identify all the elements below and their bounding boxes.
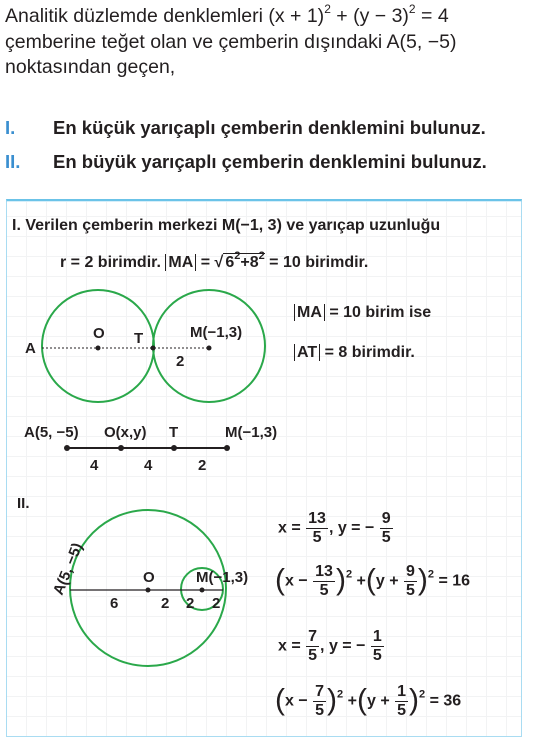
label-t: T — [134, 330, 144, 347]
label-radius: 2 — [176, 353, 185, 370]
line-seg-1: 4 — [90, 457, 99, 474]
label-six: 6 — [110, 595, 119, 612]
line-label-o: O(x,y) — [104, 424, 147, 441]
line-point-m — [224, 445, 230, 451]
point-o — [96, 346, 101, 351]
label-m: M(−1,3) — [190, 324, 243, 341]
point-m-2 — [200, 588, 205, 593]
eq-center-1: x = $\frac{13}{5}$ , y = − $\frac{9}{5}$ — [278, 510, 391, 546]
at-distance-text: AT = 8 birimdir. — [294, 344, 415, 362]
line-label-a: A(5, −5) — [24, 424, 79, 441]
point-o-2 — [146, 588, 151, 593]
line-seg-2: 4 — [144, 457, 153, 474]
line-seg-3: 2 — [198, 457, 207, 474]
line-point-o — [118, 445, 124, 451]
label-o-2: O — [143, 569, 155, 586]
ma-distance-text: MA = 10 birim ise — [294, 304, 431, 322]
line-label-t: T — [169, 424, 179, 441]
eq-circle-1: (x − $\frac{13}{5}$ )$^2$ +(y + $\frac{9}{5}$ )$^2$ = 16 — [275, 563, 471, 599]
question-2: II. En büyük yarıçaplı çemberin denklemini bulunuz. — [5, 151, 487, 172]
label-two-c: 2 — [212, 595, 221, 612]
solution-part1-line2: r = 2 birimdir. MA = √ $6^2+8^2 = 10$ birimdir. — [60, 250, 369, 271]
label-m-2: M(−1,3) — [196, 569, 249, 586]
label-o: O — [93, 325, 105, 342]
label-two-a: 2 — [161, 595, 170, 612]
solution-part1-line1: I. Verilen çemberin merkezi M(−1, 3) ve yarıçap uzunluğu — [12, 217, 441, 234]
line-point-a — [64, 445, 70, 451]
point-t — [151, 346, 156, 351]
point-m — [207, 346, 212, 351]
label-a-2: A(5, −5) — [49, 540, 87, 598]
label-two-b: 2 — [186, 595, 195, 612]
eq-center-2: x = $\frac{7}{5}$ , y = − $\frac{1}{5}$ — [278, 628, 382, 664]
eq-circle-2: (x − $\frac{7}{5}$ )$^2$ +(y + $\frac{1}{5}$ )$^2$ = 36 — [275, 683, 462, 719]
line-label-m: M(−1,3) — [225, 424, 278, 441]
question-1: I. En küçük yarıçaplı çemberin denklemini bulunuz. — [5, 117, 486, 138]
part2-label: II. — [17, 495, 30, 512]
problem-line-1: Analitik düzlemde denklemleri $(x + 1)^2 + (y - 3)^2 = 4$ — [5, 2, 449, 27]
label-a: A — [25, 340, 36, 357]
problem-line-3: noktasından geçen, — [5, 56, 176, 78]
line-point-t — [171, 445, 177, 451]
problem-line-2: çemberine teğet olan ve çemberin dışındaki A(5, −5) — [5, 30, 457, 53]
